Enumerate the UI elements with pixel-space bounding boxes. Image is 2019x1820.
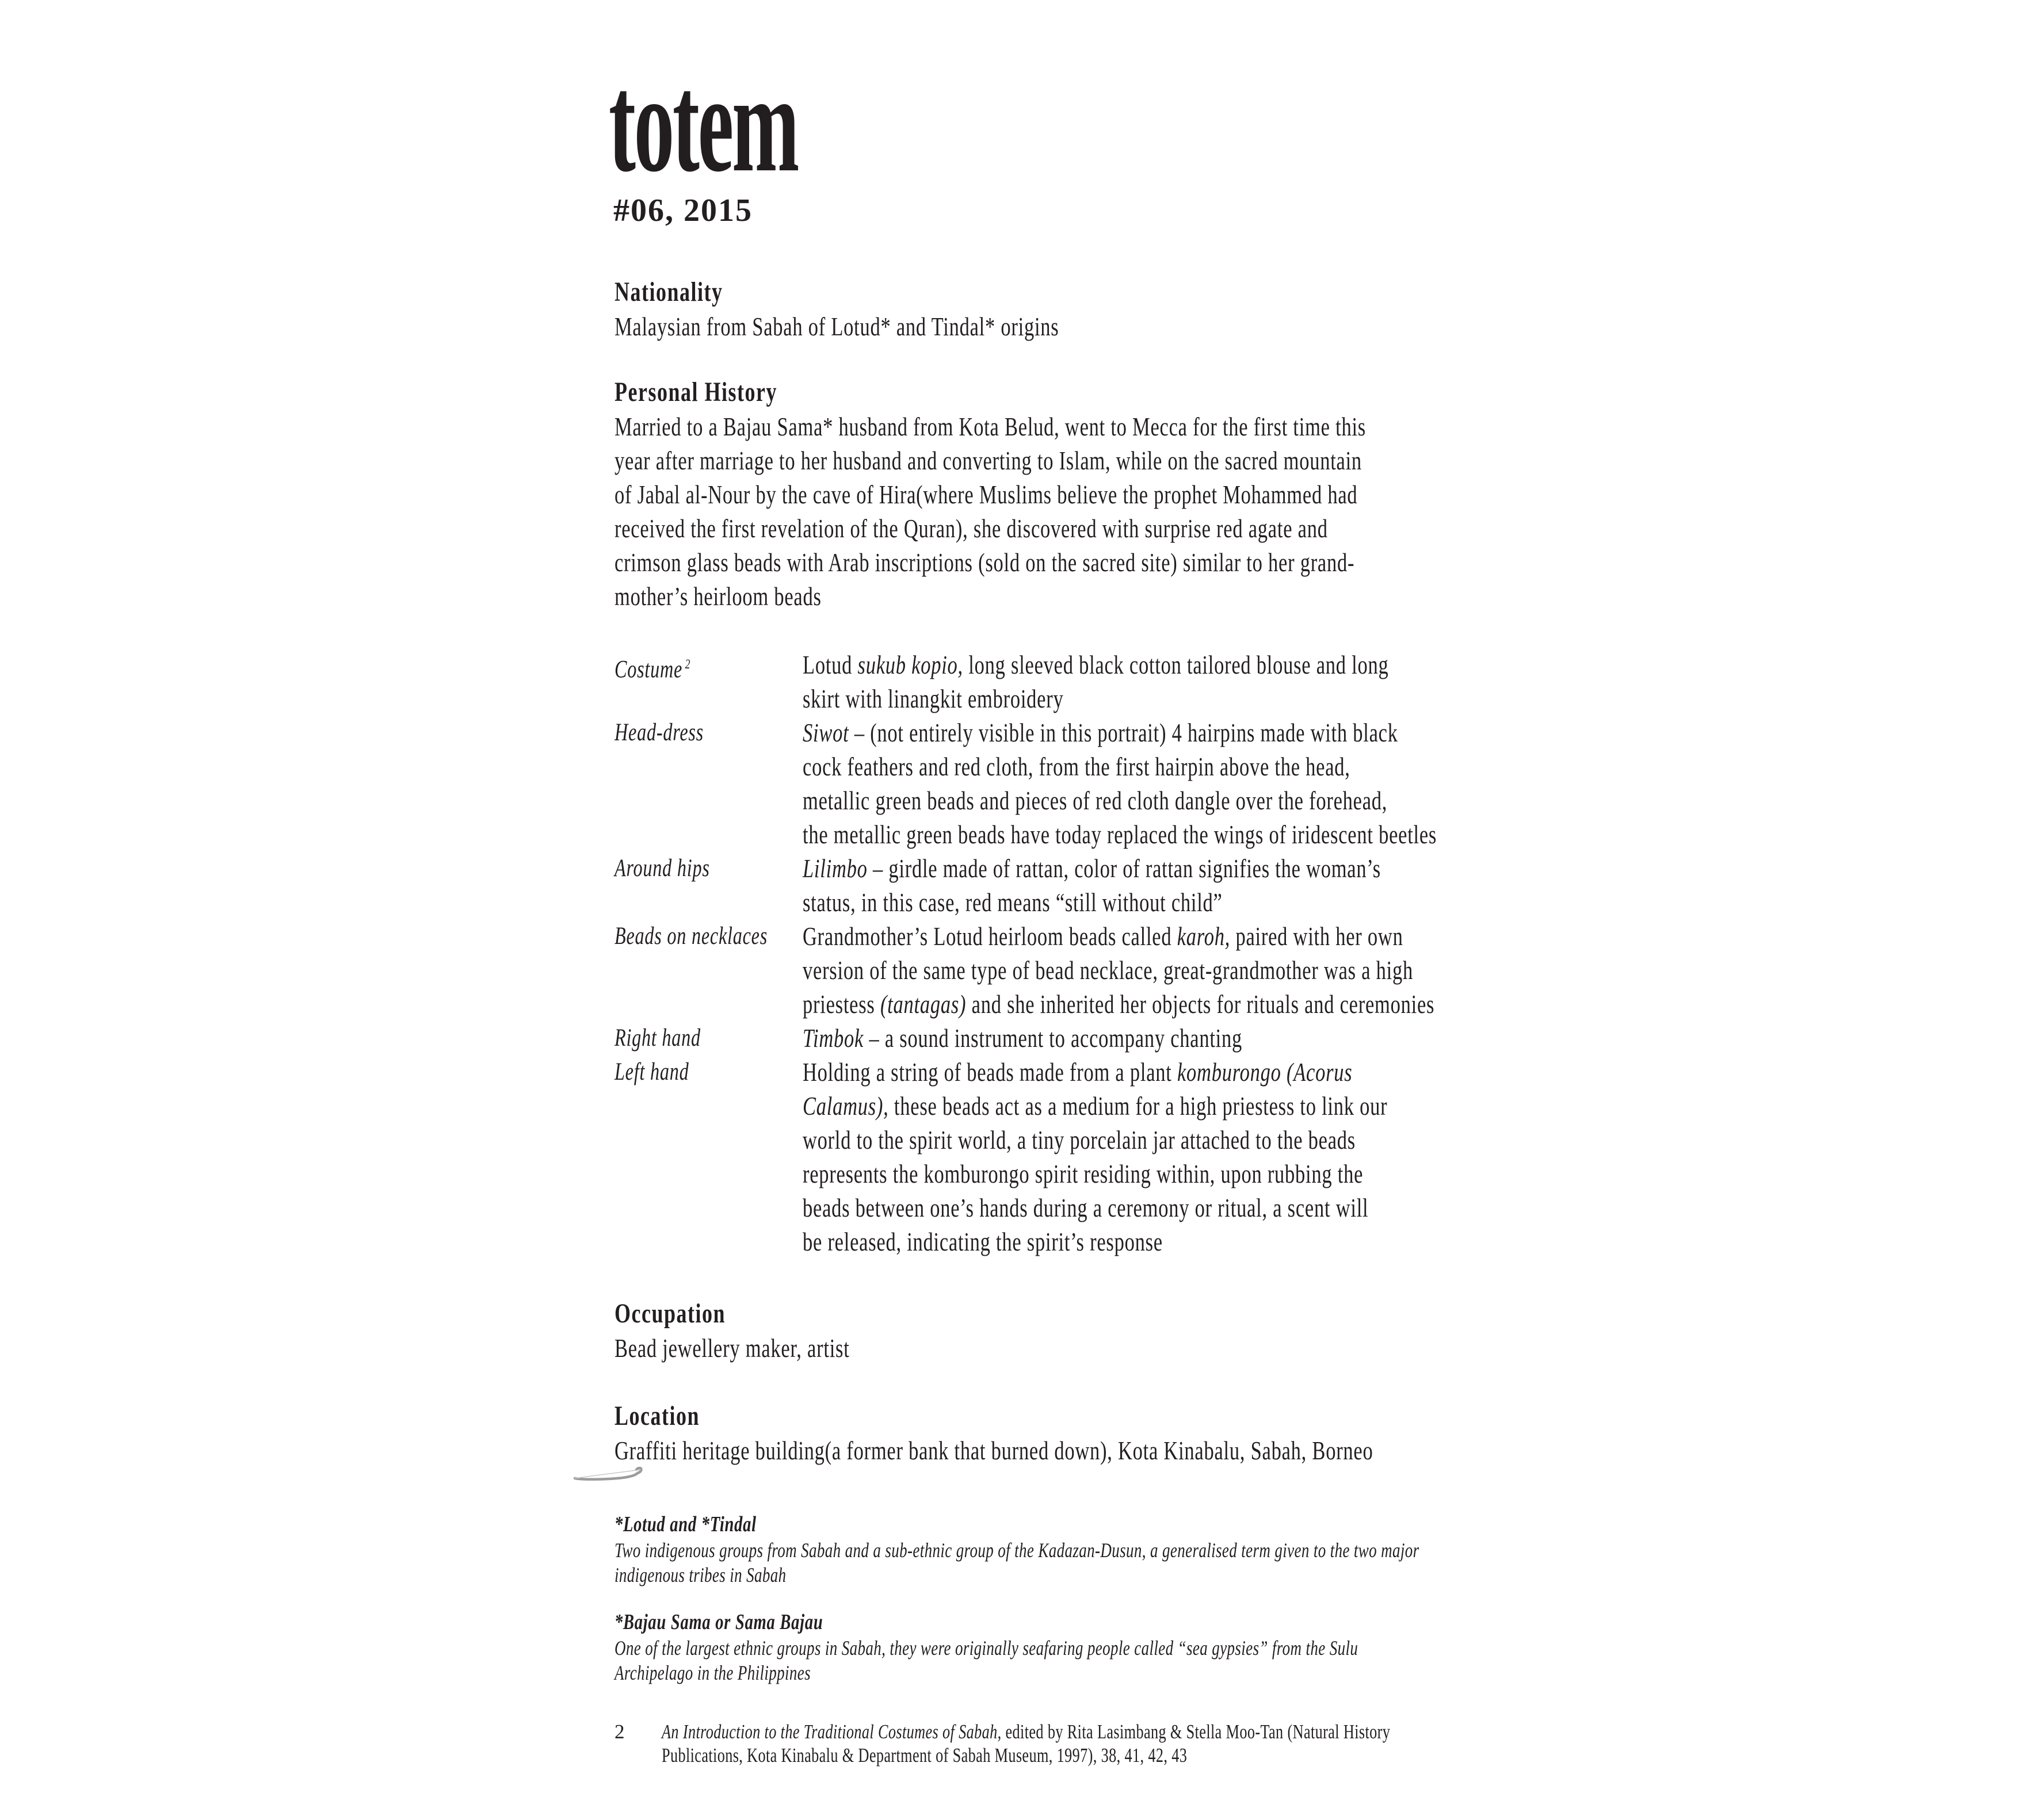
occupation-body: [615, 1331, 1535, 1365]
totem-logo: totem: [609, 46, 798, 202]
text-line: mother’s heirloom beads: [615, 582, 822, 611]
section-location: [615, 1399, 1535, 1467]
text-line: [803, 1089, 1388, 1123]
text: – a sound instrument to accompany chanting: [864, 1023, 1243, 1053]
table-row-value: [803, 716, 1535, 851]
occupation-heading: Occupation: [615, 1298, 726, 1329]
text: – girdle made of rattan, color of rattan signifies the woman’s: [867, 854, 1381, 883]
text-line: [803, 1021, 1352, 1055]
italic-text: sukub kopio,: [857, 650, 963, 679]
italic-text: Timbok: [803, 1023, 864, 1053]
table-row-value: [803, 919, 1535, 1021]
text-line: [803, 851, 1381, 885]
location-body: [615, 1433, 1535, 1467]
text-line: Two indigenous groups from Sabah and a sub-ethnic group of the Kadazan-Dusun, a generalised term given to the two major: [615, 1539, 1419, 1562]
text-line: represents the komburongo spirit residing within, upon rubbing the: [803, 1159, 1364, 1188]
italic-text: Calamus),: [803, 1091, 889, 1121]
italic-text: karoh,: [1177, 922, 1231, 951]
text-line: world to the spirit world, a tiny porcelain jar attached to the beads: [803, 1125, 1356, 1154]
text: edited by Rita Lasimbang & Stella Moo-Tan (Natural History: [1001, 1720, 1391, 1743]
text-line: [803, 716, 1398, 750]
footnote-marker: 2: [685, 657, 691, 672]
personal-history-heading: Personal History: [615, 377, 777, 407]
text: priestess: [803, 989, 880, 1019]
text-line: version of the same type of bead necklace, great-grandmother was a high: [803, 955, 1414, 985]
footnote-body: [615, 1636, 1547, 1685]
nationality-body: [615, 309, 1535, 343]
section-personal-history: [615, 375, 1535, 613]
table-row-value: [803, 648, 1535, 716]
text-line: skirt with linangkit embroidery: [803, 684, 1064, 713]
text-line: Bead jewellery maker, artist: [615, 1333, 850, 1363]
italic-text: Lilimbo: [803, 854, 868, 883]
table-row-label: [615, 716, 803, 750]
table-row-value: [803, 851, 1535, 919]
text-line: [662, 1720, 1391, 1743]
text-line: be released, indicating the spirit’s response: [803, 1227, 1163, 1256]
table-row-value: [803, 1055, 1535, 1259]
row-label-text: Right hand: [615, 1024, 701, 1052]
text-line: [803, 987, 1435, 1021]
italic-text: komburongo (Acorus: [1177, 1057, 1353, 1087]
text-line: Married to a Bajau Sama* husband from Kota Belud, went to Mecca for the first time this: [615, 412, 1366, 441]
text-line: Malaysian from Sabah of Lotud* and Tindal* origins: [615, 312, 1059, 341]
table-row-label: [615, 1055, 803, 1089]
text-line: crimson glass beads with Arab inscriptions (sold on the sacred site) similar to her grand-: [615, 548, 1355, 577]
text: and she inherited her objects for rituals and ceremonies: [966, 989, 1435, 1019]
section-occupation: [615, 1297, 1535, 1365]
footnote-body: [615, 1538, 1547, 1588]
italic-text: An Introduction to the Traditional Costumes of Sabah,: [662, 1720, 1002, 1743]
text-line: cock feathers and red cloth, from the first hairpin above the head,: [803, 752, 1350, 781]
footnote-heading: *Lotud and *Tindal: [615, 1512, 757, 1536]
text: – (not entirely visible in this portrait) 4 hairpins made with black: [849, 718, 1398, 747]
row-label-text: Head-dress: [615, 719, 704, 746]
table-row-value: [803, 1021, 1535, 1055]
text-line: Archipelago in the Philippines: [615, 1661, 811, 1684]
footnote-heading: *Bajau Sama or Sama Bajau: [615, 1610, 823, 1634]
reference-2: [615, 1720, 1535, 1767]
text: paired with her own: [1230, 922, 1403, 951]
footnote-bajau-sama: [615, 1608, 1547, 1685]
text-line: beads between one’s hands during a ceremony or ritual, a scent will: [803, 1193, 1369, 1222]
location-heading: Location: [615, 1401, 700, 1431]
text-line: One of the largest ethnic groups in Sabah, they were originally seafaring people called “sea gypsies” from the Sulu: [615, 1637, 1358, 1660]
text-line: status, in this case, red means “still without child”: [803, 888, 1223, 917]
text-line: year after marriage to her husband and converting to Islam, while on the sacred mountain: [615, 446, 1362, 475]
text-line: [803, 919, 1403, 953]
text-line: Publications, Kota Kinabalu & Department of Sabah Museum, 1997), 38, 41, 42, 43: [662, 1744, 1188, 1767]
text-line: metallic green beads and pieces of red cloth dangle over the forehead,: [803, 786, 1388, 815]
text-line: [803, 648, 1389, 682]
text: Holding a string of beads made from a plant: [803, 1057, 1177, 1087]
personal-history-paragraph: [615, 410, 1535, 613]
text: long sleeved black cotton tailored blouse and long: [963, 650, 1389, 679]
text-line: of Jabal al-Nour by the cave of Hira(where Muslims believe the prophet Mohammed had: [615, 480, 1358, 509]
text: Grandmother’s Lotud heirloom beads called: [803, 922, 1177, 951]
row-label-text: Left hand: [615, 1058, 689, 1085]
text-line: [803, 1055, 1352, 1089]
footnote-lotud-tindal: [615, 1511, 1547, 1588]
text-line: indigenous tribes in Sabah: [615, 1563, 787, 1586]
section-nationality: [615, 275, 1535, 343]
issue-number: #06, 2015: [613, 193, 753, 228]
text-line: received the first revelation of the Quran), she discovered with surprise red agate and: [615, 514, 1328, 543]
text: these beads act as a medium for a high priestess to link our: [888, 1091, 1388, 1121]
italic-text: Siwot: [803, 718, 849, 747]
costume-table: [615, 648, 1535, 1259]
row-label-text: Beads on necklaces: [615, 923, 768, 950]
row-label-text: Costume $^2$: [615, 656, 691, 683]
table-row-label: [615, 919, 803, 953]
table-row-label: [615, 1021, 803, 1055]
italic-text: (tantagas): [880, 989, 967, 1019]
nationality-heading: Nationality: [615, 277, 723, 307]
row-label-text: Around hips: [615, 855, 710, 882]
section-divider-flourish-icon: [573, 1467, 648, 1483]
reference-number: 2: [615, 1720, 625, 1743]
reference-text: [662, 1720, 1535, 1767]
text-line: Graffiti heritage building(a former bank that burned down), Kota Kinabalu, Sabah, Borneo: [615, 1436, 1373, 1465]
table-row-label: [615, 648, 803, 686]
table-row-label: [615, 851, 803, 885]
text: Lotud: [803, 650, 858, 679]
text-line: the metallic green beads have today replaced the wings of iridescent beetles: [803, 820, 1437, 849]
